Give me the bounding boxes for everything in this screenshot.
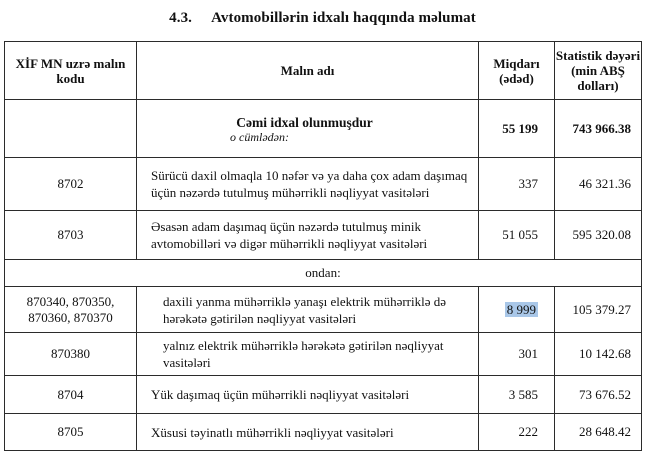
row-qty: 51 055 [479,211,555,260]
header-row [5,42,642,100]
ondan-label: ondan: [5,260,642,287]
import-table [4,41,642,451]
row-value: 10 142.68 [555,333,642,376]
total-name-cell [137,100,479,158]
header-qty: Miqdarı (ədəd) [479,42,555,100]
row-qty: 301 [479,333,555,376]
row-value: 105 379.27 [555,287,642,333]
row-qty: 337 [479,158,555,211]
row-code: 8702 [5,158,137,211]
header-name: Malın adı [137,42,479,100]
section-title-text: Avtomobillərin idxalı haqqında məlumat [211,10,476,26]
row-code: 8704 [5,376,137,414]
section-number: 4.3. [169,10,193,26]
total-row [5,100,642,158]
row-code: 870340, 870350, 870360, 870370 [5,287,137,333]
ondan-row [5,260,642,287]
section-title [0,10,645,27]
row-name: Yük daşımaq üçün mühərrikli nəqliyyat vasitələri [137,376,479,414]
table-row [5,158,642,211]
table-row [5,287,642,333]
row-name: Xüsusi təyinatlı mühərrikli nəqliyyat vasitələri [137,414,479,451]
highlighted-qty[interactable]: 8 999 [506,301,536,317]
row-code: 8705 [5,414,137,451]
table-row [5,414,642,451]
row-name: daxili yanma mühərriklə yanaşı elektrik mühərriklə də hərəkətə gətirilən nəqliyyat vasitələri [137,287,479,333]
table-row [5,211,642,260]
row-name: yalnız elektrik mühərriklə hərəkətə gətirilən nəqliyyat vasitələri [137,333,479,376]
row-qty: 222 [479,414,555,451]
total-code [5,100,137,158]
row-value: 46 321.36 [555,158,642,211]
table-row [5,333,642,376]
row-qty: 3 585 [479,376,555,414]
header-value: Statistik dəyəri (min ABŞ dolları) [555,42,642,100]
total-label: Cəmi idxal olunmuşdur [236,114,373,130]
row-name: Sürücü daxil olmaqla 10 nəfər və ya daha çox adam daşımaq üçün nəzərdə tutulmuş mühərrikli nəqliyyat vasitələri [137,158,479,211]
header-code: XİF MN uzrə malın kodu [5,42,137,100]
row-qty-cell [479,287,555,333]
total-value: 743 966.38 [555,100,642,158]
row-name: Əsasən adam daşımaq üçün nəzərdə tutulmuş minik avtomobilləri və digər mühərrikli nəqliyyat vasitələri [137,211,479,260]
row-value: 595 320.08 [555,211,642,260]
row-value: 28 648.42 [555,414,642,451]
table-row [5,376,642,414]
total-sublabel: o cümlədən: [230,129,289,144]
row-code: 870380 [5,333,137,376]
total-qty: 55 199 [479,100,555,158]
row-code: 8703 [5,211,137,260]
row-value: 73 676.52 [555,376,642,414]
